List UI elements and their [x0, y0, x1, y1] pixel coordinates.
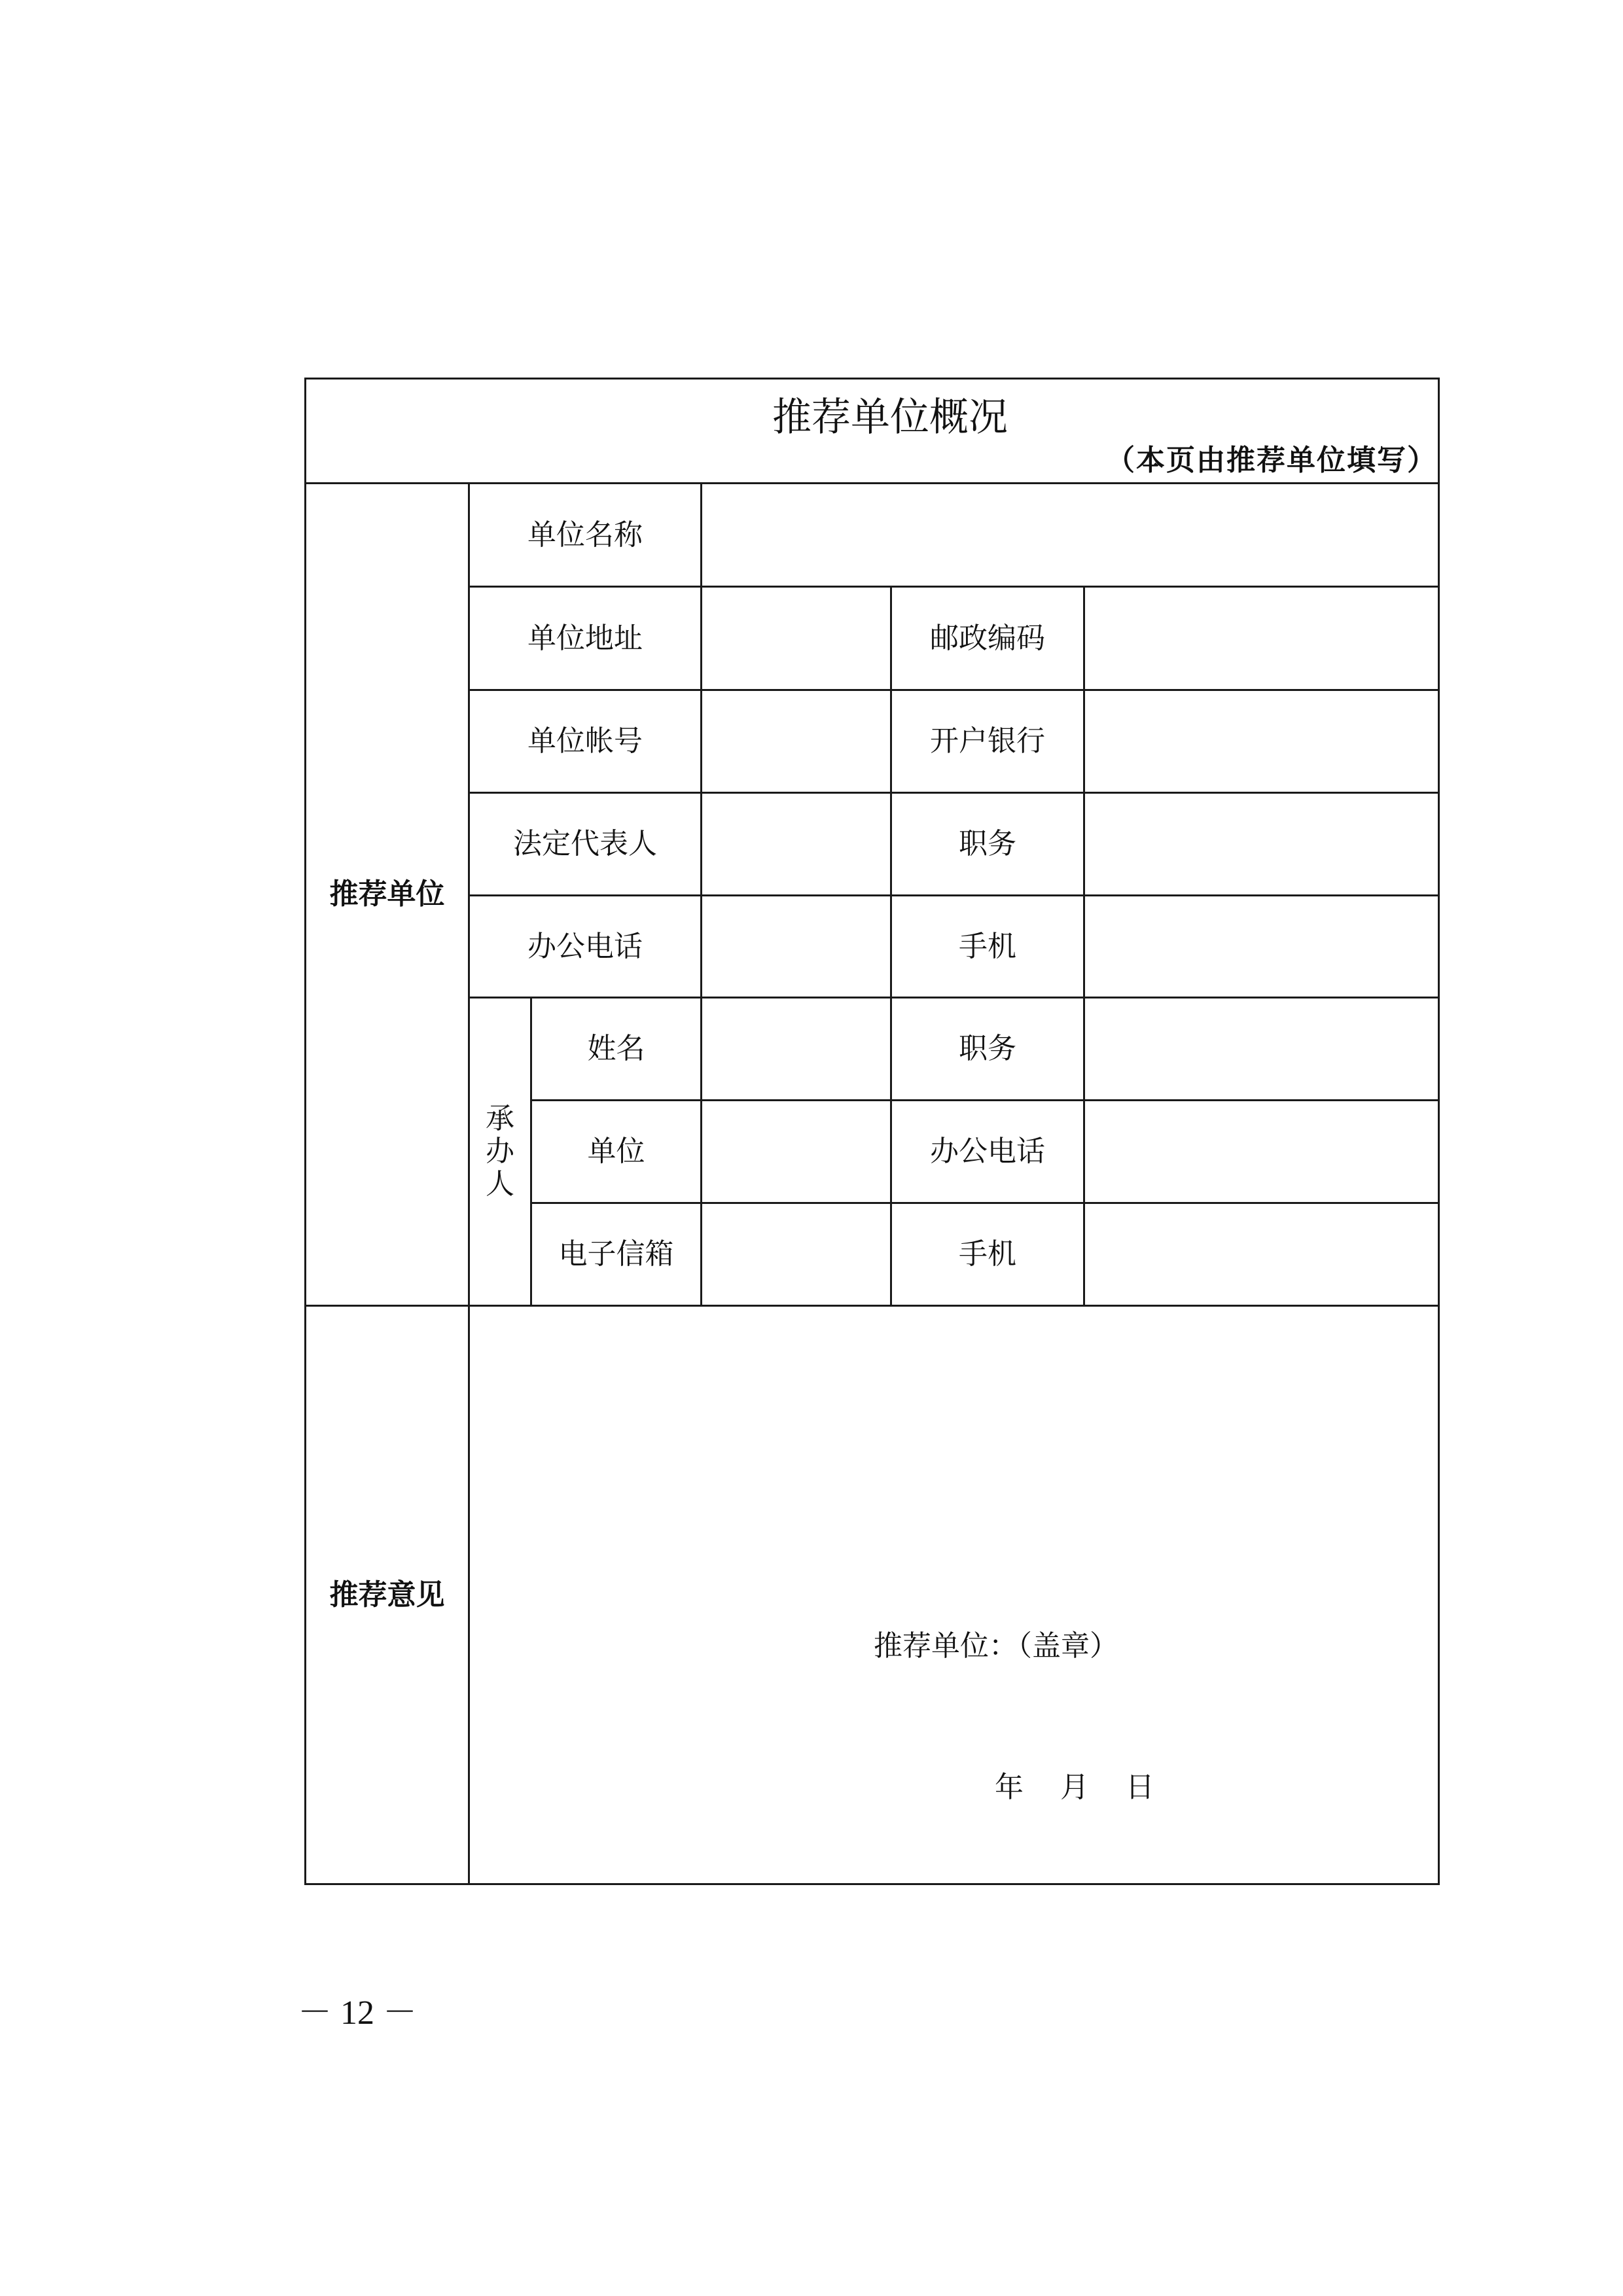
label-legal-rep: 法定代表人 — [513, 827, 657, 860]
contact-label-char: 人 — [486, 1167, 514, 1201]
label-office-phone: 办公电话 — [527, 929, 643, 963]
border-bottom — [304, 1883, 1440, 1885]
input-mobile[interactable] — [1085, 896, 1438, 997]
label-contact-mobile: 手机 — [959, 1237, 1016, 1271]
date-line: 年 月 日 — [995, 1771, 1154, 1804]
input-postal-code[interactable] — [1085, 588, 1438, 689]
contact-label-char: 承 — [486, 1102, 514, 1135]
label-contact-name: 姓名 — [587, 1032, 645, 1065]
input-position[interactable] — [1085, 794, 1438, 894]
contact-person-label — [470, 998, 530, 1305]
form-title: 推荐单位概况 — [772, 395, 1008, 440]
input-legal-rep[interactable] — [702, 794, 890, 894]
input-contact-mobile[interactable] — [1085, 1204, 1438, 1305]
label-bank: 开户银行 — [930, 724, 1045, 758]
label-contact-position: 职务 — [959, 1032, 1016, 1065]
input-opinion[interactable] — [470, 1307, 1438, 1883]
input-contact-name[interactable] — [702, 998, 890, 1099]
label-postal-code: 邮政编码 — [930, 621, 1045, 655]
input-office-phone[interactable] — [702, 896, 890, 997]
input-contact-email[interactable] — [702, 1204, 890, 1305]
contact-label-char: 办 — [486, 1135, 514, 1168]
input-account-no[interactable] — [702, 691, 890, 792]
input-unit-address[interactable] — [702, 588, 890, 689]
label-unit-name: 单位名称 — [527, 518, 643, 552]
section-label-unit: 推荐单位 — [329, 877, 445, 911]
label-contact-email: 电子信箱 — [558, 1237, 674, 1271]
form-note: （本页由推荐单位填写） — [1106, 444, 1437, 477]
label-mobile: 手机 — [959, 929, 1016, 963]
border-right — [1438, 378, 1440, 1885]
label-unit-address: 单位地址 — [527, 621, 643, 655]
input-contact-position[interactable] — [1085, 998, 1438, 1099]
input-contact-office-phone[interactable] — [1085, 1101, 1438, 1202]
page-number: － 12 － — [298, 1994, 418, 2032]
input-contact-unit[interactable] — [702, 1101, 890, 1202]
border-top — [304, 378, 1440, 380]
input-bank[interactable] — [1085, 691, 1438, 792]
stamp-line: 推荐单位：（盖章） — [874, 1629, 1118, 1663]
label-position: 职务 — [959, 827, 1016, 860]
label-account-no: 单位帐号 — [527, 724, 643, 758]
label-contact-unit: 单位 — [587, 1135, 645, 1168]
section-label-opinion: 推荐意见 — [329, 1578, 445, 1612]
input-unit-name[interactable] — [702, 484, 1438, 586]
label-contact-office-phone: 办公电话 — [930, 1135, 1045, 1168]
